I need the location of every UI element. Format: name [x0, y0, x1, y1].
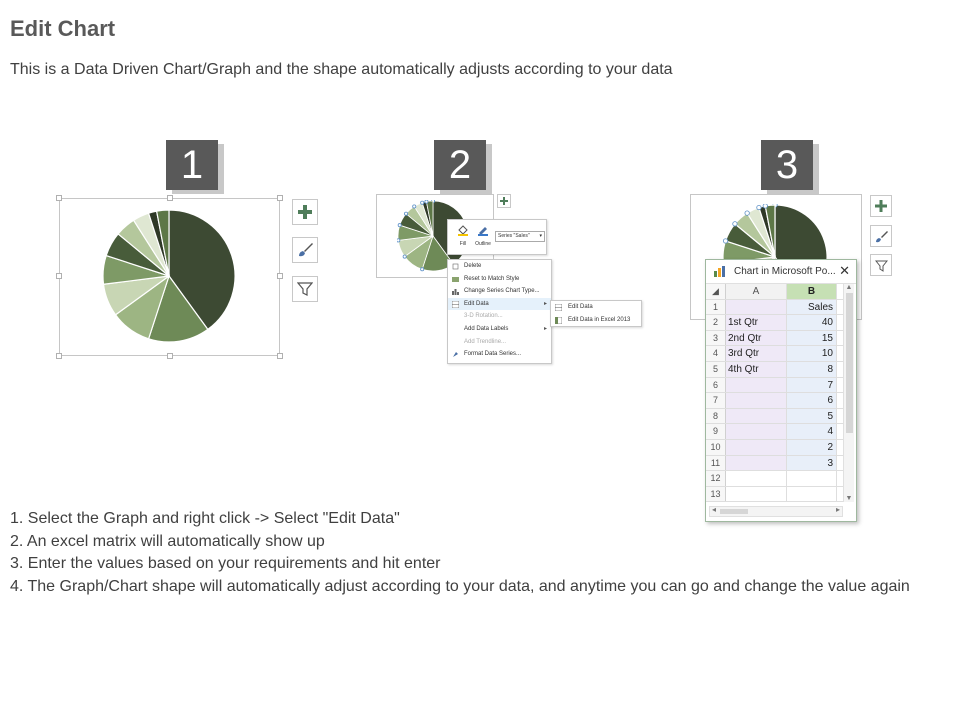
column-header-a[interactable]: A — [726, 284, 787, 299]
table-row — [706, 393, 844, 409]
table-row — [706, 487, 844, 503]
scroll-right-icon[interactable]: ▸ — [835, 505, 840, 514]
cell-a[interactable] — [726, 471, 787, 486]
cell-b[interactable] — [787, 471, 837, 486]
edit-data-icon — [452, 301, 459, 308]
cell-b[interactable]: 3 — [787, 456, 837, 471]
selection-handle[interactable] — [723, 239, 727, 243]
selection-handle[interactable] — [733, 222, 737, 226]
chart-filters-button[interactable] — [292, 276, 318, 302]
cell-b[interactable]: 5 — [787, 409, 837, 424]
scroll-down-icon[interactable]: ▼ — [845, 495, 853, 502]
cell-a[interactable] — [726, 424, 787, 439]
chart-elements-button[interactable] — [292, 199, 318, 225]
instruction-step: 4. The Graph/Chart shape will automatically adjust according to your data, and anytime you can go and change the value again — [10, 577, 910, 595]
vertical-scrollbar[interactable] — [843, 284, 854, 502]
cell-b[interactable]: 2 — [787, 440, 837, 455]
cell-a[interactable] — [726, 456, 787, 471]
select-all-corner[interactable]: ◢ — [706, 284, 726, 299]
cell-a[interactable] — [726, 393, 787, 408]
resize-handle[interactable] — [56, 353, 62, 359]
selection-handle[interactable] — [421, 268, 424, 271]
brush-icon — [297, 242, 313, 258]
row-header[interactable]: 4 — [706, 346, 726, 361]
cell-a[interactable] — [726, 409, 787, 424]
table-row — [706, 346, 844, 362]
submenu-item-edit-in-excel[interactable] — [551, 314, 641, 327]
menu-item-label: Reset to Match Style — [464, 275, 520, 282]
cell-a[interactable] — [726, 487, 787, 502]
instruction-step: 2. An excel matrix will automatically show up — [10, 532, 325, 550]
delete-icon — [452, 263, 459, 270]
submenu-item-label: Edit Data in Excel 2013 — [568, 316, 631, 323]
plus-icon — [875, 200, 887, 212]
brush-icon — [875, 230, 888, 243]
table-row — [706, 331, 844, 347]
row-header[interactable]: 12 — [706, 471, 726, 486]
row-header[interactable]: 8 — [706, 409, 726, 424]
instructions — [10, 508, 950, 598]
submenu-item-edit-data[interactable] — [551, 301, 641, 314]
excel-icon — [555, 317, 562, 324]
instruction-step: 3. Enter the values based on your requirements and hit enter — [10, 555, 441, 572]
menu-item-edit-data[interactable] — [448, 298, 551, 311]
edit-data-submenu — [550, 300, 642, 327]
row-header[interactable]: 1 — [706, 300, 726, 315]
cell-b[interactable]: 4 — [787, 424, 837, 439]
selection-handle[interactable] — [404, 212, 407, 215]
spreadsheet-grid[interactable] — [706, 284, 844, 502]
row-header[interactable]: 9 — [706, 424, 726, 439]
menu-item-add-data-labels[interactable] — [448, 323, 551, 336]
pie-chart[interactable] — [102, 209, 236, 343]
menu-item-reset-style[interactable] — [448, 273, 551, 286]
cell-b[interactable]: 40 — [787, 315, 837, 330]
cell-a[interactable] — [726, 378, 787, 393]
resize-handle[interactable] — [277, 195, 283, 201]
table-row — [706, 315, 844, 331]
cell-b[interactable]: 6 — [787, 393, 837, 408]
excel-title-bar[interactable] — [706, 260, 856, 284]
submenu-item-label: Edit Data — [568, 304, 593, 310]
column-header-row — [706, 284, 844, 300]
format-icon — [452, 351, 459, 358]
close-icon[interactable]: ✕ — [839, 263, 850, 278]
row-header[interactable]: 2 — [706, 315, 726, 330]
series-select-value: Series "Sales" — [498, 233, 530, 239]
series-select[interactable] — [495, 231, 545, 242]
step-badge-1: 1 — [166, 140, 218, 190]
selection-handle[interactable] — [421, 201, 424, 204]
cell-a[interactable] — [726, 440, 787, 455]
menu-item-label: 3-D Rotation... — [464, 313, 503, 320]
step-badge-3: 3 — [761, 140, 813, 190]
plus-icon — [298, 205, 312, 219]
chevron-right-icon: ▸ — [543, 325, 547, 332]
table-row — [706, 471, 844, 487]
table-row — [706, 440, 844, 456]
excel-window[interactable] — [705, 259, 857, 522]
page-subtitle: This is a Data Driven Chart/Graph and the shape automatically adjusts according to your data — [10, 61, 673, 78]
cell-b[interactable]: 15 — [787, 331, 837, 346]
plus-icon — [500, 197, 508, 205]
menu-item-add-trendline — [448, 336, 551, 349]
menu-item-label: Change Series Chart Type... — [464, 288, 540, 295]
menu-item-label: Add Data Labels — [464, 325, 509, 332]
table-row — [706, 424, 844, 440]
cell-b[interactable] — [787, 487, 837, 502]
selection-handle[interactable] — [397, 239, 400, 242]
cell-a[interactable] — [726, 300, 787, 315]
selection-handle[interactable] — [425, 200, 428, 203]
row-header[interactable]: 11 — [706, 456, 726, 471]
chart-elements-button[interactable] — [497, 194, 511, 208]
table-row — [706, 378, 844, 394]
scroll-up-icon[interactable]: ▲ — [845, 284, 853, 291]
chevron-down-icon: ▾ — [539, 233, 542, 239]
cell-a[interactable]: 1st Qtr — [726, 315, 787, 330]
paint-bucket-icon — [457, 225, 469, 236]
cell-b[interactable]: 10 — [787, 346, 837, 361]
instruction-step: 1. Select the Graph and right click -> Select "Edit Data" — [10, 510, 400, 527]
row-header[interactable]: 3 — [706, 331, 726, 346]
chart-icon — [714, 266, 726, 277]
row-header[interactable]: 5 — [706, 362, 726, 377]
table-row — [706, 300, 844, 316]
cell-b[interactable]: Sales — [787, 300, 837, 315]
edit-data-icon — [555, 304, 562, 311]
row-header[interactable]: 10 — [706, 440, 726, 455]
resize-handle[interactable] — [56, 273, 62, 279]
selection-handle[interactable] — [403, 255, 406, 258]
chart-styles-button[interactable] — [870, 225, 892, 247]
selection-handle[interactable] — [398, 224, 401, 227]
table-row — [706, 456, 844, 472]
cell-a[interactable]: 4th Qtr — [726, 362, 787, 377]
table-row — [706, 362, 844, 378]
fill-button[interactable] — [454, 223, 472, 247]
row-header[interactable]: 6 — [706, 378, 726, 393]
menu-item-3d-rotation — [448, 310, 551, 323]
cell-a[interactable]: 3rd Qtr — [726, 346, 787, 361]
column-header-b[interactable]: B — [787, 284, 837, 299]
cell-a[interactable]: 2nd Qtr — [726, 331, 787, 346]
pen-icon — [477, 225, 489, 236]
outline-label: Outline — [475, 241, 491, 247]
selection-handle[interactable] — [413, 205, 416, 208]
resize-handle[interactable] — [277, 353, 283, 359]
row-header[interactable]: 7 — [706, 393, 726, 408]
resize-handle[interactable] — [167, 353, 173, 359]
reset-icon — [452, 276, 459, 283]
fill-label: Fill — [459, 241, 467, 247]
step-badge-2: 2 — [434, 140, 486, 190]
selection-handle[interactable] — [757, 205, 761, 209]
menu-item-label: Delete — [464, 263, 482, 269]
table-row — [706, 409, 844, 425]
menu-item-label: Edit Data — [464, 300, 489, 307]
filter-icon — [297, 281, 313, 297]
row-header[interactable]: 13 — [706, 487, 726, 502]
chart-type-icon — [452, 288, 459, 295]
filter-icon — [875, 259, 888, 272]
resize-handle[interactable] — [56, 195, 62, 201]
cell-b[interactable]: 8 — [787, 362, 837, 377]
resize-handle[interactable] — [167, 195, 173, 201]
chart-elements-button[interactable] — [870, 195, 892, 217]
scroll-thumb[interactable] — [846, 293, 853, 433]
menu-item-label: Add Trendline... — [464, 338, 507, 345]
selection-handle[interactable] — [763, 204, 767, 208]
selection-handle[interactable] — [745, 211, 749, 215]
menu-item-delete[interactable] — [448, 260, 551, 273]
excel-title: Chart in Microsoft Po... — [734, 266, 836, 277]
menu-item-change-chart-type[interactable] — [448, 285, 551, 298]
mini-toolbar — [447, 219, 547, 255]
resize-handle[interactable] — [277, 273, 283, 279]
outline-button[interactable] — [474, 223, 492, 247]
chart-styles-button[interactable] — [292, 237, 318, 263]
chart-filters-button[interactable] — [870, 254, 892, 276]
page-title: Edit Chart — [10, 16, 116, 41]
cell-b[interactable]: 7 — [787, 378, 837, 393]
scroll-left-icon[interactable]: ◂ — [712, 505, 717, 514]
menu-item-format-data-series[interactable] — [448, 348, 551, 361]
menu-item-label: Format Data Series... — [464, 351, 522, 358]
chevron-right-icon: ▸ — [543, 300, 547, 307]
context-menu — [447, 259, 552, 364]
